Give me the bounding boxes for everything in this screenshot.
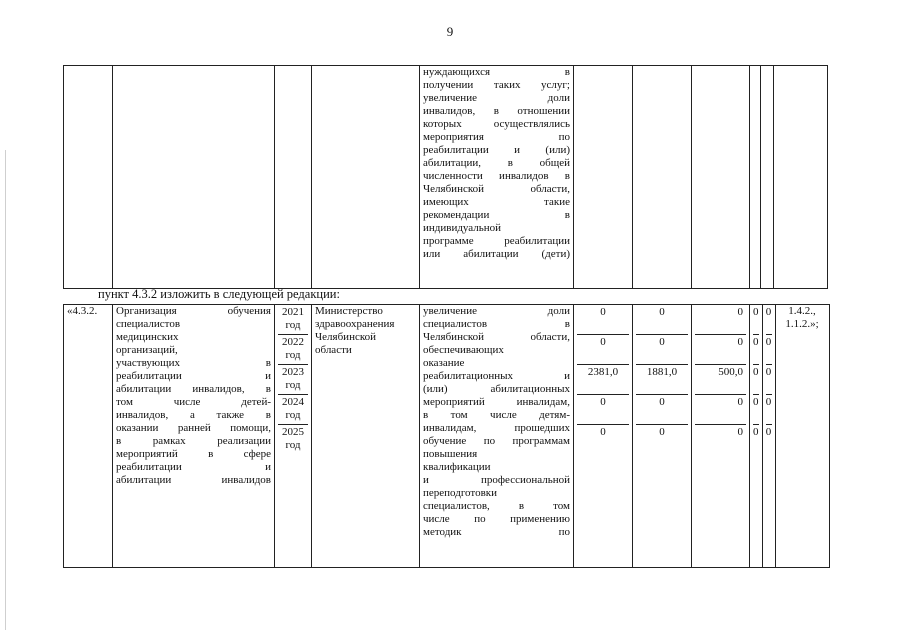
year-number: 2024	[282, 396, 304, 408]
text-line: абилитации инвалидов, в	[116, 383, 271, 395]
value-cell: 0	[636, 395, 688, 425]
text-line: обучение по программам	[423, 435, 570, 447]
activity-cell	[113, 305, 275, 568]
text-line: участвующих в	[116, 357, 271, 369]
text-line: организаций,	[116, 344, 178, 356]
value-cell: 0	[766, 365, 772, 395]
cell-value	[692, 66, 750, 289]
year-number: 2023	[282, 366, 304, 378]
value-cell: 500,0	[695, 365, 746, 395]
text-line: здравоохранения	[315, 318, 395, 330]
text-line: специалистов в	[423, 318, 570, 330]
text-line: абилитации, в общей	[423, 157, 570, 169]
cell-executor	[312, 66, 420, 289]
value-column-2	[633, 305, 692, 568]
text-line: Министерство	[315, 305, 383, 317]
text-line: реабилитации и	[116, 370, 271, 382]
text-line: мероприятий инвалидам,	[423, 396, 570, 408]
text-line: повышения	[423, 448, 478, 460]
text-line: нуждающихся в	[423, 66, 570, 78]
year-cell	[278, 305, 308, 335]
text-line: увеличение доли	[423, 305, 570, 317]
period-cell	[275, 305, 312, 568]
year-number: 2021	[282, 306, 304, 318]
text-line: специалистов	[116, 318, 181, 330]
text-line: в рамках реализации	[116, 435, 271, 447]
text-line: реабилитации и	[116, 461, 271, 473]
text-line: Организация обучения	[116, 305, 271, 317]
value-cell: 1881,0	[636, 365, 688, 395]
text-line: индивидуальной	[423, 222, 502, 234]
year-suffix: год	[285, 379, 301, 391]
text-line: области	[315, 344, 352, 356]
executor-cell	[312, 305, 420, 568]
text-line: медицинских	[116, 331, 179, 343]
year-suffix: год	[285, 319, 301, 331]
text-line: численности инвалидов в	[423, 170, 570, 182]
year-cell	[278, 365, 308, 395]
cell-value	[761, 66, 774, 289]
year-suffix: год	[285, 349, 301, 361]
value-cell: 2381,0	[577, 365, 629, 395]
amendment-intro: пункт 4.3.2 изложить в следующей редакции:	[98, 287, 340, 301]
text-line: (или) абилитационных	[423, 383, 570, 395]
text-line: получении таких услуг;	[423, 79, 570, 91]
year-cell	[278, 425, 308, 455]
value-cell: 0	[753, 305, 759, 335]
text-line: рекомендации в	[423, 209, 570, 221]
cell-indicator	[420, 66, 574, 289]
text-line: Челябинской области,	[423, 183, 570, 195]
year-number: 2025	[282, 426, 304, 438]
value-cell: 0	[737, 426, 743, 438]
text-line: абилитации инвалидов	[116, 474, 271, 486]
reference-text: 1.4.2., 1.1.2.»;	[785, 305, 819, 330]
value-cell: 0	[600, 426, 606, 438]
value-cell: 0	[695, 305, 746, 335]
cell-reference	[774, 66, 828, 289]
text-line: инвалидов, в отношении	[423, 105, 570, 117]
value-cell: 0	[766, 395, 772, 425]
value-cell: 0	[766, 305, 772, 335]
year-suffix: год	[285, 409, 301, 421]
text-line: числе по применению	[423, 513, 570, 525]
text-line: мероприятий в сфере	[116, 448, 271, 460]
value-cell: 0	[695, 335, 746, 365]
value-cell: 0	[577, 305, 629, 335]
text-line: Челябинской	[315, 331, 377, 343]
value-cell: 0	[636, 305, 688, 335]
cell-value	[574, 66, 633, 289]
text-line: переподготовки	[423, 487, 497, 499]
text-line: инвалидам, прошедших	[423, 422, 570, 434]
text-line: в том числе детям-	[423, 409, 570, 421]
text-line: мероприятия по	[423, 131, 570, 143]
value-cell: 0	[577, 395, 629, 425]
value-cell: 0	[659, 426, 665, 438]
value-cell: 0	[695, 395, 746, 425]
text-line: реабилитационных и	[423, 370, 570, 382]
text-line: методик по	[423, 526, 570, 538]
text-line: обеспечивающих	[423, 344, 504, 356]
text-line: и профессиональной	[423, 474, 570, 486]
value-cell: 0	[753, 426, 759, 438]
text-line: квалификации	[423, 461, 491, 473]
text-line: Челябинской области,	[423, 331, 570, 343]
year-number: 2022	[282, 336, 304, 348]
value-column-1	[574, 305, 633, 568]
cell-value	[750, 66, 761, 289]
text-line: увеличение доли	[423, 92, 570, 104]
cell-number	[64, 66, 113, 289]
cell-value	[633, 66, 692, 289]
scan-margin-line	[5, 150, 6, 630]
cell-activity	[113, 66, 275, 289]
continuation-table	[63, 65, 828, 289]
text-line: имеющих такие	[423, 196, 570, 208]
reference-cell	[775, 305, 829, 568]
value-cell: 0	[636, 335, 688, 365]
continuation-row	[64, 66, 828, 289]
indicator-cell	[420, 305, 574, 568]
table-row	[64, 305, 830, 568]
value-cell: 0	[753, 365, 759, 395]
value-cell: 0	[766, 335, 772, 365]
text-line: том числе детей-	[116, 396, 271, 408]
value-cell: 0	[753, 395, 759, 425]
text-line: оказании ранней помощи,	[116, 422, 271, 434]
value-column-5	[762, 305, 775, 568]
row-number: «4.3.2.	[64, 305, 113, 568]
value-cell: 0	[765, 426, 772, 438]
text-line: инвалидов, а также в	[116, 409, 271, 421]
page-number: 9	[446, 24, 454, 39]
year-cell	[278, 335, 308, 365]
value-cell: 0	[577, 335, 629, 365]
value-cell: 0	[753, 335, 759, 365]
text-line: специалистов, в том	[423, 500, 570, 512]
cell-period	[275, 66, 312, 289]
year-suffix: год	[285, 439, 301, 451]
revision-table	[63, 304, 830, 568]
text-line: оказание	[423, 357, 465, 369]
text-line: которых осуществлялись	[423, 118, 570, 130]
value-column-3	[692, 305, 750, 568]
text-line: реабилитации и (или)	[423, 144, 570, 156]
year-cell	[278, 395, 308, 425]
text-line: или абилитации (дети)	[423, 248, 570, 260]
value-column-4	[750, 305, 763, 568]
text-line: программе реабилитации	[423, 235, 570, 247]
